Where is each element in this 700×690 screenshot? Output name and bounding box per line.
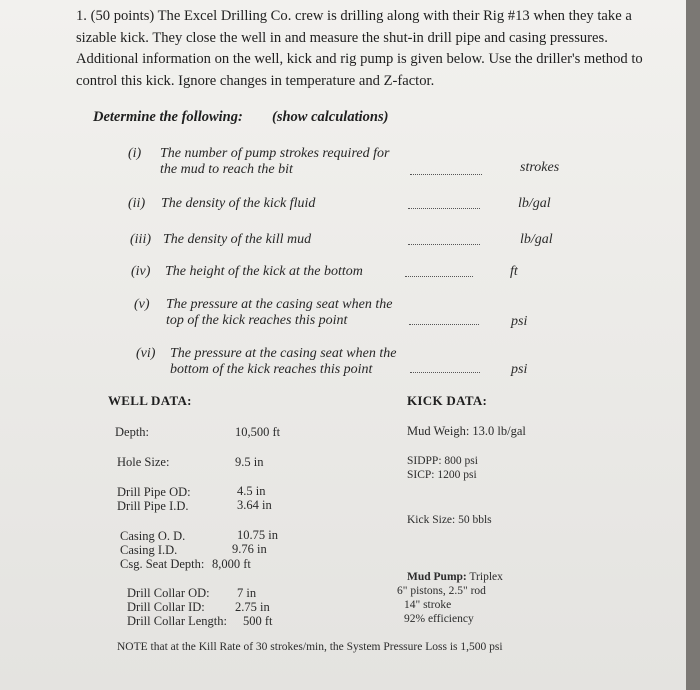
unit-label: lb/gal xyxy=(520,232,553,247)
question-number: (iv) xyxy=(131,264,151,279)
mud-pump-stroke: 14" stroke xyxy=(404,599,452,611)
drill-collar-od-value: 7 in xyxy=(237,586,257,600)
question-text xyxy=(166,297,392,329)
unit-label: lb/gal xyxy=(518,196,551,211)
well-data-title: WELL DATA: xyxy=(108,393,192,408)
drill-pipe-id-label: Drill Pipe I.D. xyxy=(117,499,189,513)
answer-blank[interactable] xyxy=(410,174,482,175)
question-line: The number of pump strokes required for xyxy=(160,146,390,161)
question-line: top of the kick reaches this point xyxy=(166,313,348,328)
casing-id-value: 9.76 in xyxy=(232,542,267,556)
hole-size-value: 9.5 in xyxy=(235,455,264,469)
question-number: (i) xyxy=(128,146,142,161)
intro-line: sizable kick. They close the well in and measure the shut-in drill pipe and casing pressures. xyxy=(76,29,608,46)
system-pressure-note: NOTE that at the Kill Rate of 30 strokes/min, the System Pressure Loss is 1,500 psi xyxy=(117,641,503,653)
question-number: (v) xyxy=(134,297,150,312)
drill-collar-id-value: 2.75 in xyxy=(235,600,270,614)
mud-pump-title: Mud Pump: xyxy=(407,571,467,583)
question-number: (vi) xyxy=(136,346,156,361)
drill-collar-id-label: Drill Collar ID: xyxy=(127,600,205,614)
intro-line: 1. (50 points) The Excel Drilling Co. crew is drilling along with their Rig #13 when they take a xyxy=(76,8,632,24)
casing-od-label: Casing O. D. xyxy=(120,529,186,543)
mud-weight: Mud Weigh: 13.0 lb/gal xyxy=(407,424,526,438)
determine-heading: Determine the following: xyxy=(93,109,243,125)
drill-pipe-od-label: Drill Pipe OD: xyxy=(117,485,191,499)
unit-label: psi xyxy=(511,314,528,329)
casing-seat-value: 8,000 ft xyxy=(212,557,251,571)
question-line: bottom of the kick reaches this point xyxy=(170,362,373,377)
kick-size: Kick Size: 50 bbls xyxy=(407,514,492,526)
casing-seat-label: Csg. Seat Depth: xyxy=(120,557,205,571)
drill-collar-od-label: Drill Collar OD: xyxy=(127,586,210,600)
question-number: (ii) xyxy=(128,196,146,211)
depth-value: 10,500 ft xyxy=(235,425,281,439)
question-text xyxy=(170,346,396,378)
problem-statement xyxy=(76,6,676,92)
mud-pump-type: Triplex xyxy=(469,571,503,583)
answer-blank[interactable] xyxy=(408,208,480,209)
mud-pump-header xyxy=(407,571,503,584)
question-line: the mud to reach the bit xyxy=(160,162,293,177)
question-line: The pressure at the casing seat when the xyxy=(170,346,397,361)
mud-pump-efficiency: 92% efficiency xyxy=(404,613,474,625)
casing-od-value: 10.75 in xyxy=(237,528,278,542)
question-text: The density of the kill mud xyxy=(163,232,312,247)
answer-blank[interactable] xyxy=(408,244,480,245)
sicp: SICP: 1200 psi xyxy=(407,469,477,481)
hole-size-label: Hole Size: xyxy=(117,455,170,469)
casing-id-label: Casing I.D. xyxy=(120,543,178,557)
unit-label: strokes xyxy=(520,160,560,175)
mud-pump-pistons: 6" pistons, 2.5" rod xyxy=(397,585,486,597)
intro-line: control this kick. Ignore changes in temperature and Z-factor. xyxy=(76,72,435,89)
drill-pipe-id-value: 3.64 in xyxy=(237,498,272,512)
drill-collar-length-value: 500 ft xyxy=(243,614,273,628)
question-number: (iii) xyxy=(130,232,151,247)
answer-blank[interactable] xyxy=(405,276,473,277)
show-calculations-label: (show calculations) xyxy=(272,109,389,125)
sidpp: SIDPP: 800 psi xyxy=(407,455,478,467)
drill-collar-length-label: Drill Collar Length: xyxy=(127,614,227,628)
intro-line: Additional information on the well, kick and rig pump is given below. Use the driller's method to xyxy=(76,51,643,67)
answer-blank[interactable] xyxy=(409,324,479,325)
kick-data-title: KICK DATA: xyxy=(407,393,488,408)
question-text xyxy=(160,146,389,178)
question-text: The height of the kick at the bottom xyxy=(165,264,363,279)
drill-pipe-od-value: 4.5 in xyxy=(237,484,266,498)
question-text: The density of the kick fluid xyxy=(161,196,316,211)
question-line: The pressure at the casing seat when the xyxy=(166,297,393,312)
unit-label: ft xyxy=(510,264,518,279)
answer-blank[interactable] xyxy=(410,372,480,373)
unit-label: psi xyxy=(511,362,528,377)
depth-label: Depth: xyxy=(115,425,150,439)
